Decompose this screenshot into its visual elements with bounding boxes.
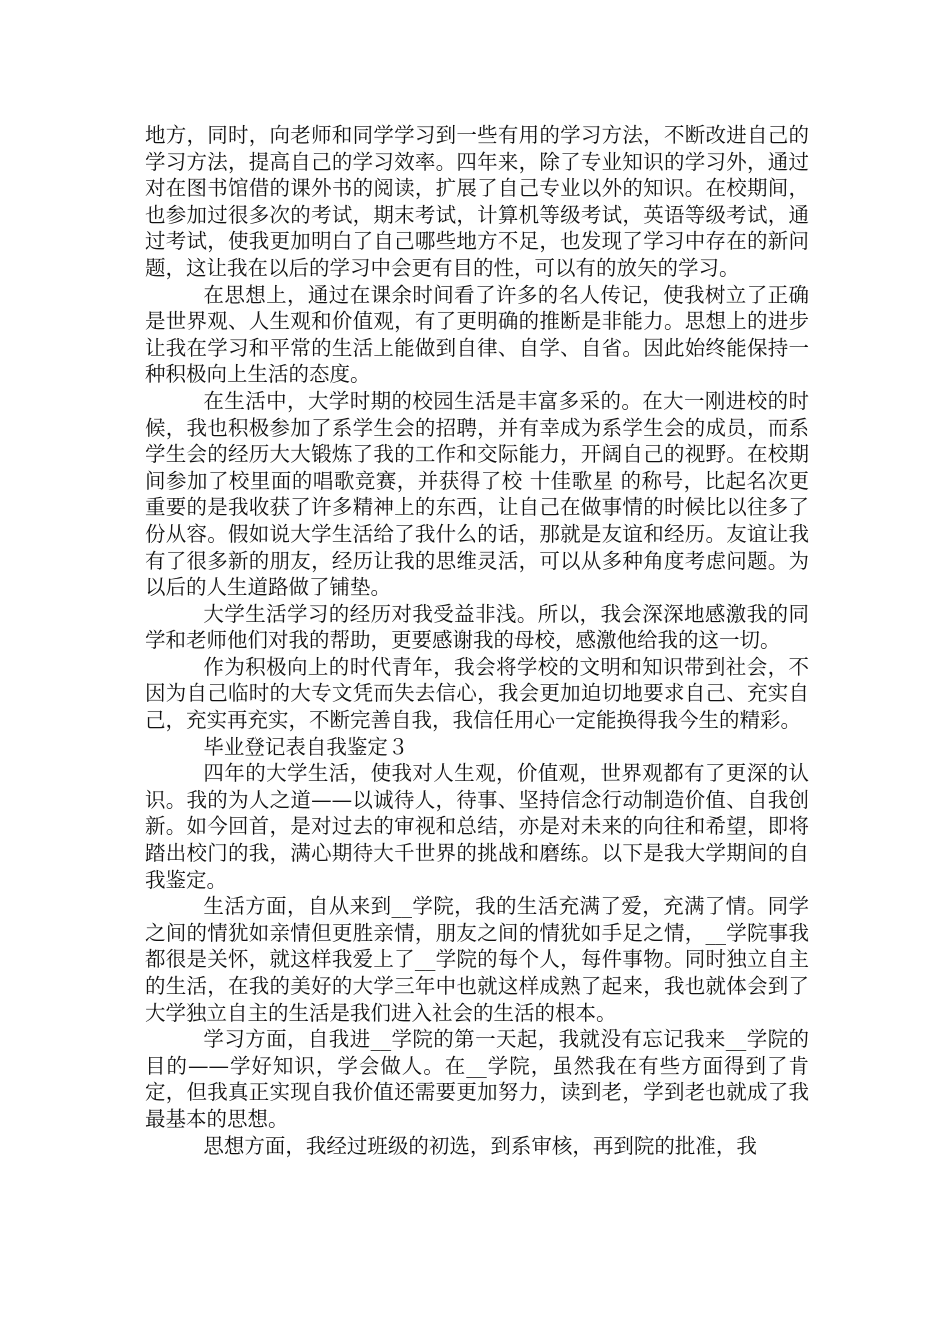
paragraph-study-methods: 地方，同时，向老师和同学学习到一些有用的学习方法，不断改进自己的学习方法，提高自己的学习效率。四年来，除了专业知识的学习外，通过对在图书馆借的课外书的阅读，扩展了自己专业以外的知识。在校期间，也参加过很多次的考试，期末考试，计算机等级考试，英语等级考试，通过考试，使我更加明白了自己哪些地方不足，也发现了学习中存在的新问题，这让我在以后的学习中会更有目的性，可以有的放矢的学习。 [145, 123, 809, 280]
paragraph-thought: 在思想上，通过在课余时间看了许多的名人传记，使我树立了正确是世界观、人生观和价值观，有了更明确的推断是非能力。思想上的进步让我在学习和平常的生活上能做到自律、自学、自省。因此始终能保持一种积极向上生活的态度。 [145, 282, 809, 387]
paragraph-four-years: 四年的大学生活，使我对人生观，价值观，世界观都有了更深的认识。我的为人之道——以诚待人，待事、坚持信念行动制造价值、自我创新。如今回首，是对过去的审视和总结，亦是对未来的向往和希望，即将踏出校门的我，满心期待大千世界的挑战和磨练。以下是我大学期间的自我鉴定。 [145, 761, 809, 892]
section-heading: 毕业登记表自我鉴定３ [203, 734, 409, 759]
paragraph-campus-life: 在生活中，大学时期的校园生活是丰富多采的。在大一刚进校的时候，我也积极参加了系学生会的招聘，并有幸成为系学生会的成员，而系学生会的经历大大锻炼了我的工作和交际能力，开阔自己的视野。在校期间参加了校里面的唱歌竞赛，并获得了校 十佳歌星 的称号，比起名次更重要的是我收获了许多精神上的东西，让自己在做事情的时候比以往多了份从容。假如说大学生活给了我什么的话，那就是友谊和经历。友谊让我有了很多新的朋友，经历让我的思维灵活，可以从多种角度考虑问题。为以后的人生道路做了铺垫。 [145, 388, 809, 600]
document-body [145, 122, 809, 1159]
paragraph-gratitude: 大学生活学习的经历对我受益非浅。所以，我会深深地感激我的同学和老师他们对我的帮助，更要感谢我的母校，感激他给我的这一切。 [145, 601, 809, 653]
paragraph-life-aspect: 生活方面，自从来到__学院，我的生活充满了爱，充满了情。同学之间的情犹如亲情但更胜亲情，朋友之间的情犹如手足之情，__学院事我都很是关怀，就这样我爱上了__学院的每个人，每件事物。同时独立自主的生活，在我的美好的大学三年中也就这样成熟了起来，我也就体会到了大学独立自主的生活是我们进入社会的生活的根本。 [145, 894, 809, 1025]
paragraph-thought-aspect: 思想方面，我经过班级的初选，到系审核，再到院的批准，我 [203, 1133, 757, 1158]
paragraph-future: 作为积极向上的时代青年，我会将学校的文明和知识带到社会，不因为自己临时的大专文凭而失去信心，我会更加迫切地要求自己、充实自己，充实再充实，不断完善自我，我信任用心一定能换得我今生的精彩。 [145, 654, 809, 733]
paragraph-study-aspect: 学习方面，自我进__学院的第一天起，我就没有忘记我来__学院的目的——学好知识，学会做人。在__学院，虽然我在有些方面得到了肯定，但我真正实现自我价值还需要更加努力，读到老，学到老也就成了我最基本的思想。 [145, 1027, 809, 1131]
